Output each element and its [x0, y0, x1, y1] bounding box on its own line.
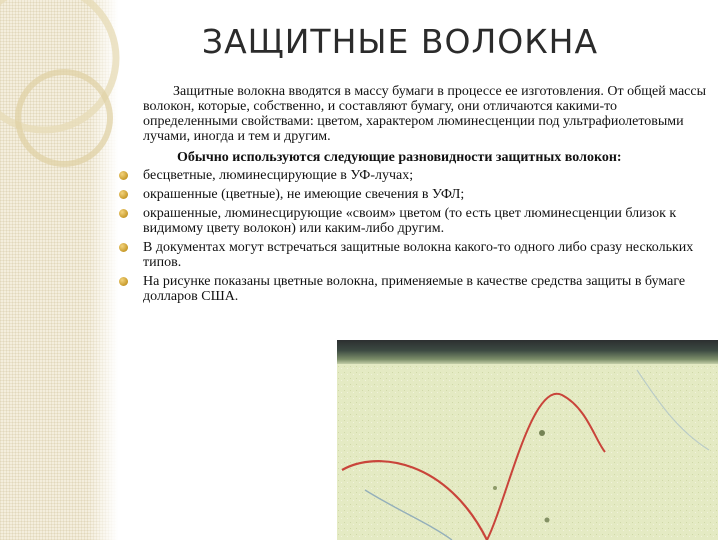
text-content [143, 84, 713, 308]
fiber-speck [493, 486, 497, 490]
bullet-text: окрашенные (цветные), не имеющие свечения в УФЛ; [143, 187, 465, 202]
lead-paragraph: Обычно используются следующие разновидности защитных волокон: [177, 150, 622, 165]
paper-texture [337, 364, 718, 540]
bullet-text: В документах могут встречаться защитные волокна какого-то одного либо сразу нескольких типов. [143, 240, 694, 270]
bullet-text: окрашенные, люминесцирующие «своим» цветом (то есть цвет люминесценции близок к видимому цвету волокон) или каким-либо другим. [143, 206, 677, 236]
deco-circle-small [18, 72, 110, 164]
bullet-list [143, 168, 713, 304]
bullet-icon [119, 190, 128, 199]
bullet-icon [119, 209, 128, 218]
fiber-photo-drawing [337, 340, 718, 540]
intro-paragraph: Защитные волокна вводятся в массу бумаги в процессе ее изготовления. От общей массы волокон, которые, собственно, и составляют бумагу, они отличаются какими-то определенными свойствами: цветом, характером люминесценции под ультрафиолетовыми лучами, иногда и тем и другим. [143, 84, 706, 144]
fiber-speck [545, 518, 550, 523]
bullet-icon [119, 243, 128, 252]
list-item [143, 168, 713, 183]
bullet-icon [119, 171, 128, 180]
list-item [143, 206, 713, 236]
bullet-icon [119, 277, 128, 286]
fiber-photo [337, 340, 718, 540]
bullet-text: бесцветные, люминесцирующие в УФ-лучах; [143, 168, 414, 183]
list-item [143, 240, 713, 270]
list-item [143, 274, 713, 304]
bullet-text: На рисунке показаны цветные волокна, применяемые в качестве средства защиты в бумаге долларов США. [143, 274, 686, 304]
list-item [143, 187, 713, 202]
fiber-speck [539, 430, 545, 436]
page-title: ЗАЩИТНЫЕ ВОЛОКНА [201, 22, 599, 61]
